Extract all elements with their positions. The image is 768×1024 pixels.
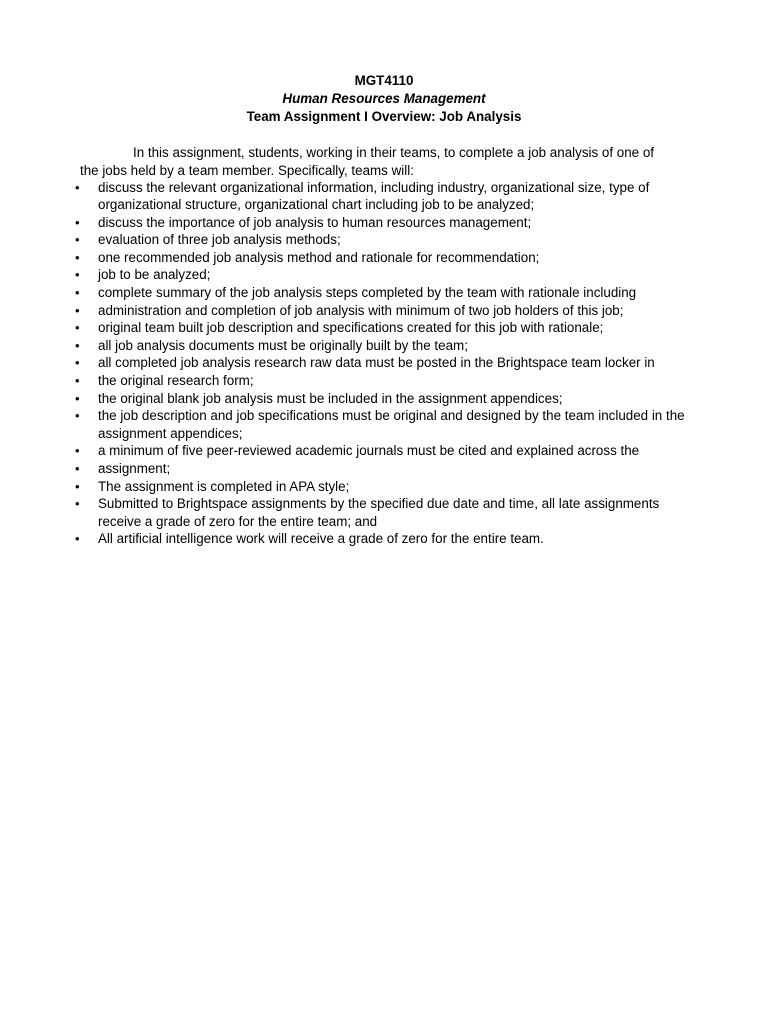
list-item-line: original team built job description and specifications created for this job with rationale;	[98, 320, 604, 336]
intro-paragraph	[80, 144, 700, 179]
intro-line: the jobs held by a team member. Specifically, teams will:	[80, 162, 414, 178]
bullet-icon: •	[75, 249, 80, 265]
bullet-icon: •	[75, 461, 80, 476]
list-item-line: Submitted to Brightspace assignments by the specified due date and time, all late assignments	[98, 496, 660, 512]
list-item-text	[98, 337, 715, 355]
list-item-line: one recommended job analysis method and rationale for recommendation;	[98, 249, 540, 265]
list-item-text	[98, 530, 715, 548]
bullet-icon: •	[75, 531, 80, 547]
list-item	[75, 372, 715, 390]
course-name: Human Resources Management	[282, 91, 486, 106]
list-item	[75, 284, 715, 302]
list-item-text	[98, 390, 715, 408]
list-item-text	[98, 231, 715, 249]
assignment-title: Team Assignment I Overview: Job Analysis	[246, 109, 522, 124]
list-item-line: The assignment is completed in APA style;	[98, 478, 350, 494]
list-item-text	[98, 319, 715, 337]
bullet-icon: •	[75, 390, 80, 406]
list-item-line: the job description and job specifications must be original and designed by the team included in the	[98, 408, 685, 424]
list-item	[75, 179, 715, 214]
list-item	[75, 266, 715, 284]
bullet-icon: •	[75, 285, 80, 301]
list-item-line: the original research form;	[98, 373, 254, 389]
list-item-line: administration and completion of job analysis with minimum of two job holders of this job;	[98, 302, 624, 318]
list-item	[75, 231, 715, 249]
bullet-icon: •	[75, 373, 80, 389]
course-code: MGT4110	[354, 73, 414, 88]
list-item-text	[98, 266, 715, 284]
list-item-line: receive a grade of zero for the entire team; and	[98, 513, 378, 529]
bullet-icon: •	[75, 267, 80, 283]
list-item-line: assignment appendices;	[98, 425, 243, 441]
list-item-text	[98, 302, 715, 320]
list-item-line: all completed job analysis research raw data must be posted in the Brightspace team locker in	[98, 355, 655, 371]
list-item-line: the original blank job analysis must be included in the assignment appendices;	[98, 390, 563, 406]
list-item-text	[98, 372, 715, 390]
list-item-line: job to be analyzed;	[98, 267, 211, 283]
bullet-icon: •	[75, 179, 80, 195]
list-item-line: All artificial intelligence work will receive a grade of zero for the entire team.	[98, 531, 544, 547]
list-item-text	[98, 478, 715, 496]
list-item	[75, 319, 715, 337]
list-item	[75, 478, 715, 496]
list-item	[75, 302, 715, 320]
list-item	[75, 249, 715, 267]
list-item-text	[98, 407, 715, 442]
bullet-icon: •	[75, 408, 80, 424]
list-item	[75, 214, 715, 232]
requirements-list	[75, 179, 715, 548]
bullet-icon: •	[75, 302, 80, 318]
list-item-text	[98, 460, 715, 478]
list-item-text	[98, 442, 715, 460]
list-item	[75, 390, 715, 408]
list-item-line: evaluation of three job analysis methods;	[98, 232, 341, 248]
list-item-text	[98, 284, 715, 302]
list-item	[75, 495, 715, 530]
list-item-line: a minimum of five peer-reviewed academic journals must be cited and explained across the	[98, 443, 640, 459]
bullet-icon: •	[75, 478, 80, 494]
bullet-icon: •	[75, 320, 80, 336]
list-item	[75, 530, 715, 548]
list-item-line: assignment;	[98, 461, 171, 476]
bullet-icon: •	[75, 214, 80, 230]
document-header	[0, 72, 768, 126]
list-item-line: discuss the importance of job analysis to human resources management;	[98, 214, 532, 230]
bullet-icon: •	[75, 232, 80, 248]
list-item-line: organizational structure, organizational chart including job to be analyzed;	[98, 197, 535, 213]
bullet-icon: •	[75, 443, 80, 459]
list-item-text	[98, 214, 715, 232]
list-item-text	[98, 354, 715, 372]
list-item	[75, 354, 715, 372]
bullet-icon: •	[75, 337, 80, 353]
list-item	[75, 407, 715, 442]
list-item-line: all job analysis documents must be originally built by the team;	[98, 337, 468, 353]
list-item-text	[98, 179, 715, 214]
list-item-line: discuss the relevant organizational information, including industry, organizational size, type of	[98, 179, 650, 195]
list-item	[75, 442, 715, 460]
list-item-line: complete summary of the job analysis steps completed by the team with rationale including	[98, 285, 637, 301]
list-item	[75, 460, 715, 478]
bullet-icon: •	[75, 496, 80, 512]
list-item-text	[98, 249, 715, 267]
bullet-icon: •	[75, 355, 80, 371]
intro-line: In this assignment, students, working in their teams, to complete a job analysis of one of	[133, 145, 655, 160]
list-item	[75, 337, 715, 355]
list-item-text	[98, 495, 715, 530]
